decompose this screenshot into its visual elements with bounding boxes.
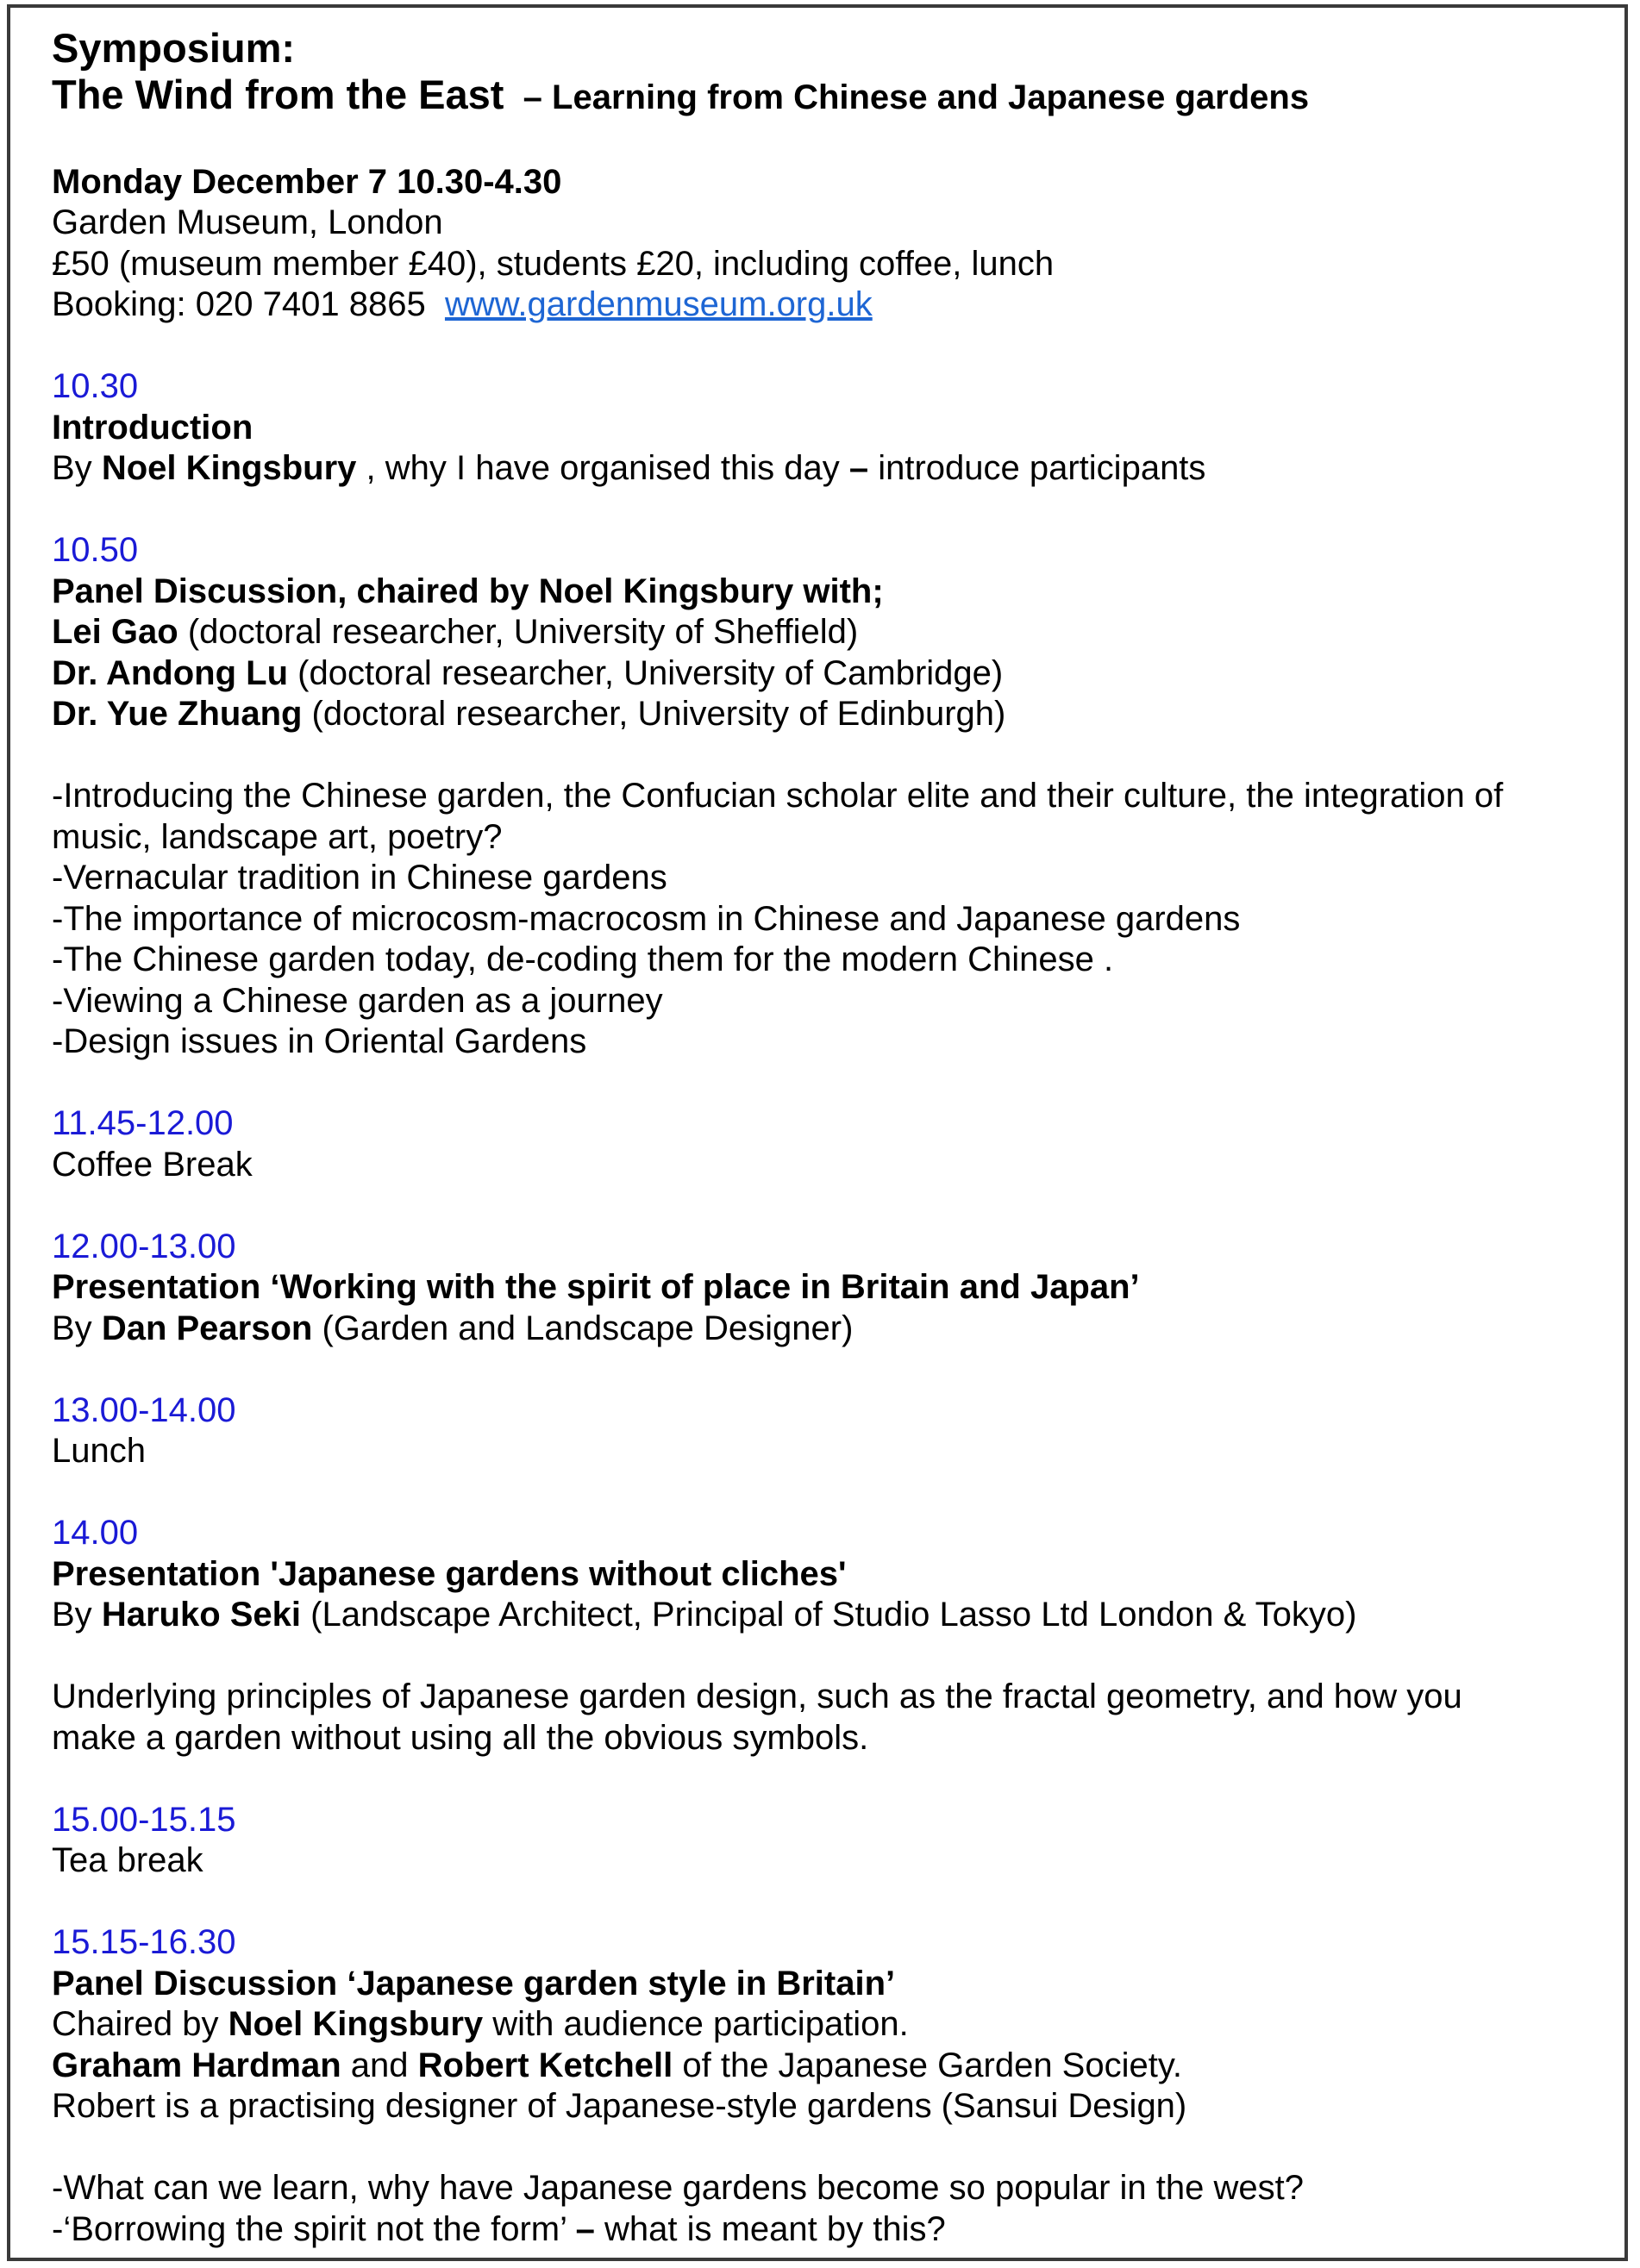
session-time: 13.00-14.00 xyxy=(52,1390,236,1429)
topic-item: -Viewing a Chinese garden as a journey xyxy=(52,981,663,1020)
page-subtitle-row xyxy=(52,72,1624,121)
topic-item: -Design issues in Oriental Gardens xyxy=(52,1022,587,1060)
guest-note: Robert is a practising designer of Japanese-style gardens (Sansui Design) xyxy=(52,2087,1187,2125)
topic-item: -Vernacular tradition in Chinese gardens xyxy=(52,859,667,897)
topic-item: -Introducing the Chinese garden, the Confucian scholar elite and their culture, the integration of xyxy=(52,777,1504,815)
topic-item: -The importance of microcosm-macrocosm in Chinese and Japanese gardens xyxy=(52,899,1241,938)
page-title: Symposium: xyxy=(52,25,296,71)
session-description: Underlying principles of Japanese garden design, such as the fractal geometry, and how you xyxy=(52,1678,1462,1715)
session-time: 14.00 xyxy=(52,1514,139,1552)
symposium-subtitle: Learning from Chinese and Japanese gardens xyxy=(552,78,1310,116)
speaker-name: Noel Kingsbury xyxy=(101,449,357,487)
booking-phone: Booking: 020 7401 8865 xyxy=(52,285,426,323)
session-time: 15.00-15.15 xyxy=(52,1800,236,1839)
break-label: Tea break xyxy=(52,1841,203,1879)
session-byline: By Dan Pearson (Garden and Landscape Designer) xyxy=(52,1309,854,1347)
break-label: Coffee Break xyxy=(52,1145,253,1184)
document-page xyxy=(7,4,1628,2261)
session-time: 11.45-12.00 xyxy=(52,1104,234,1142)
session-title: Panel Discussion ‘Japanese garden style in Britain’ xyxy=(52,1964,896,2002)
session-time: 10.30 xyxy=(52,367,139,405)
event-price: £50 (museum member £40), students £20, including coffee, lunch xyxy=(52,244,1055,283)
panelist-name: Lei Gao xyxy=(52,613,178,651)
event-date-time: Monday December 7 10.30-4.30 xyxy=(52,162,562,201)
session-chair: Chaired by Noel Kingsbury with audience participation. xyxy=(52,2005,909,2043)
topic-item: -‘Borrowing the spirit not the form’ – what is meant by this? xyxy=(52,2209,946,2248)
panelist-name: Dr. Yue Zhuang xyxy=(52,695,303,733)
subtitle-dash: – xyxy=(523,78,542,116)
session-byline: By Noel Kingsbury , why I have organised this day – introduce participants xyxy=(52,449,1206,487)
session-title: Panel Discussion, chaired by Noel Kingsbury with; xyxy=(52,572,884,610)
event-booking xyxy=(52,284,1624,326)
guest-name: Graham Hardman xyxy=(52,2046,341,2084)
panelist-name: Dr. Andong Lu xyxy=(52,653,289,692)
topic-item: -The Chinese garden today, de-coding them for the modern Chinese . xyxy=(52,940,1114,978)
chair-name: Noel Kingsbury xyxy=(228,2005,484,2043)
session-time: 12.00-13.00 xyxy=(52,1227,236,1265)
speaker-name: Dan Pearson xyxy=(101,1309,313,1347)
topic-item: music, landscape art, poetry? xyxy=(52,817,503,856)
panelist: Lei Gao (doctoral researcher, University of Sheffield) xyxy=(52,613,859,651)
museum-website-link[interactable]: www.gardenmuseum.org.uk xyxy=(444,285,873,323)
subtitle-block xyxy=(504,78,1309,116)
session-byline: By Haruko Seki (Landscape Architect, Principal of Studio Lasso Ltd London & Tokyo) xyxy=(52,1596,1357,1634)
speaker-name: Haruko Seki xyxy=(101,1596,302,1634)
session-guests: Graham Hardman and Robert Ketchell of the Japanese Garden Society. xyxy=(52,2046,1182,2084)
session-description: make a garden without using all the obvious symbols. xyxy=(52,1718,869,1757)
session-title: Presentation ‘Working with the spirit of place in Britain and Japan’ xyxy=(52,1268,1140,1306)
session-title: Introduction xyxy=(52,408,254,447)
session-time: 10.50 xyxy=(52,531,139,569)
symposium-title: The Wind from the East xyxy=(52,72,504,117)
panelist: Dr. Andong Lu (doctoral researcher, University of Cambridge) xyxy=(52,653,1004,692)
topic-item: -What can we learn, why have Japanese gardens become so popular in the west? xyxy=(52,2169,1304,2207)
session-time: 15.15-16.30 xyxy=(52,1923,236,1961)
break-label: Lunch xyxy=(52,1432,146,1470)
guest-name: Robert Ketchell xyxy=(417,2046,673,2084)
panelist: Dr. Yue Zhuang (doctoral researcher, University of Edinburgh) xyxy=(52,695,1006,733)
session-title: Presentation 'Japanese gardens without cliches' xyxy=(52,1554,847,1593)
event-venue: Garden Museum, London xyxy=(52,203,443,241)
